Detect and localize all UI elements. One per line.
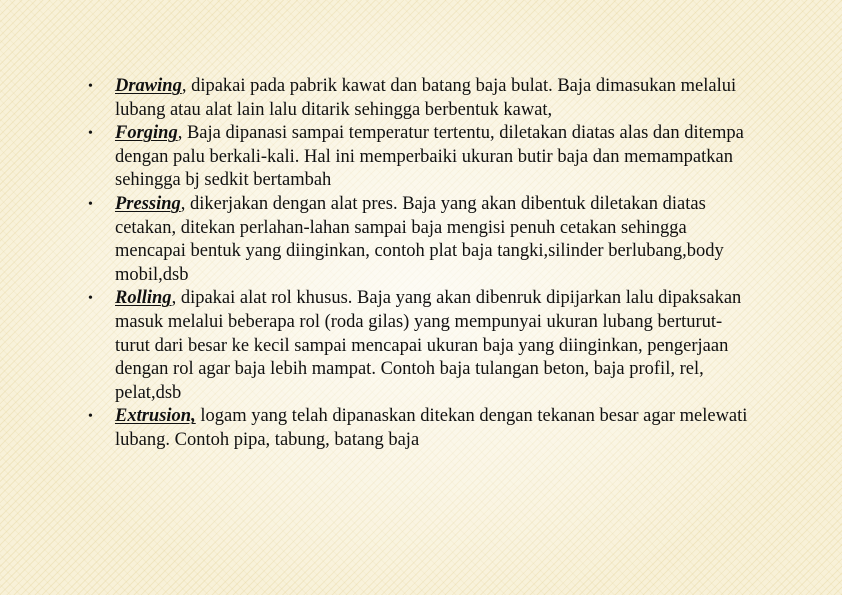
item-text: , dipakai alat rol khusus. Baja yang akan dibenruk dipijarkan lalu dipaksakan masuk melalui beberapa rol (roda gilas) yang mempunyai ukuran lubang berturut-turut dari besar ke kecil sampai mencapai ukuran baja yang diinginkan, pengerjaan dengan rol agar baja lebih mampat. Contoh baja tulangan beton, baja profil, rel, pelat,dsb	[115, 288, 742, 403]
bullet-icon: •	[88, 196, 93, 212]
term-extrusion: Extrusion,	[115, 406, 196, 427]
bullet-icon: •	[88, 126, 93, 142]
item-text: , Baja dipanasi sampai temperatur tertentu, diletakan diatas alas dan ditempa dengan palu berkali-kali. Hal ini memperbaiki ukuran butir baja dan memampatkan sehingga bj sedkit bertambah	[115, 123, 744, 191]
item-text: , dikerjakan dengan alat pres. Baja yang akan dibentuk diletakan diatas cetakan, ditekan perlahan-lahan sampai baja mengisi penuh cetakan sehingga mencapai bentuk yang diinginkan, contoh plat baja tangki,silinder berlubang,body mobil,dsb	[115, 193, 724, 285]
list-item	[88, 122, 748, 193]
bullet-icon: •	[88, 291, 93, 307]
term-pressing: Pressing	[115, 193, 181, 214]
bullet-icon: •	[88, 409, 93, 425]
bullet-list	[88, 75, 748, 453]
term-forging: Forging	[115, 123, 178, 144]
term-drawing: Drawing	[115, 76, 182, 96]
bullet-icon: •	[88, 79, 93, 94]
list-item	[88, 193, 748, 287]
item-text: logam yang telah dipanaskan ditekan dengan tekanan besar agar melewati lubang. Contoh pipa, tabung, batang baja	[115, 406, 748, 450]
item-text: , dipakai pada pabrik kawat dan batang baja bulat. Baja dimasukan melalui lubang atau alat lain lalu ditarik sehingga berbentuk kawat,	[115, 76, 737, 120]
list-item	[88, 287, 748, 405]
term-rolling: Rolling	[115, 288, 172, 309]
list-item	[88, 75, 748, 122]
list-item	[88, 405, 748, 452]
